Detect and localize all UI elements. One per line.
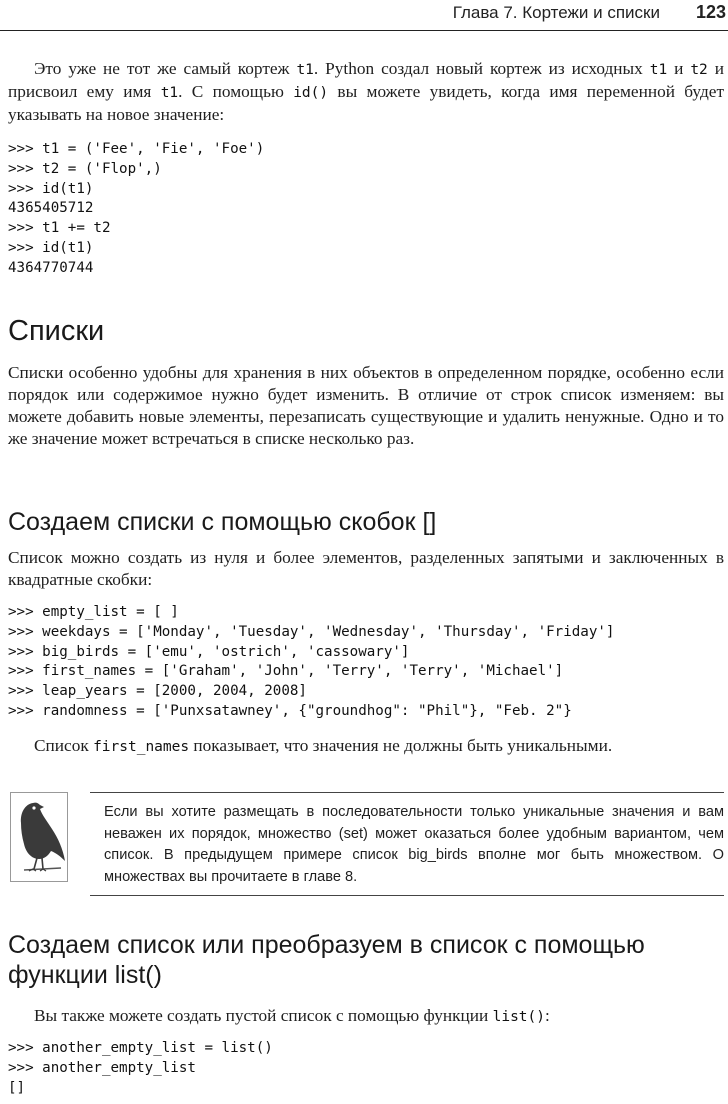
code-block bbox=[8, 603, 724, 722]
intro-paragraph-block bbox=[8, 58, 724, 126]
lists-paragraph-block bbox=[8, 362, 724, 450]
lists-paragraph: Списки особенно удобны для хранения в них объектов в определенном порядке, особенно если порядок или содержимое нужно будет изменить. В отличие от строк список изменяем: вы можете добавить новые элементы, перезаписать существующие и удалить ненужные. Одно и то же значение может встречаться в списке несколько раз. bbox=[8, 363, 724, 448]
listfunc-paragraph-block bbox=[8, 1005, 724, 1028]
code-line: >>> empty_list = [ ] bbox=[8, 604, 179, 620]
section-lists bbox=[8, 313, 724, 349]
inline-code: t1 bbox=[160, 85, 179, 101]
code-listing-list-function bbox=[8, 1039, 724, 1098]
section-list-function bbox=[8, 930, 724, 990]
listfunc-paragraph: Вы также можете создать пустой список с помощью функции list(): bbox=[34, 1006, 550, 1025]
page-number: 123 bbox=[695, 2, 726, 22]
brackets-paragraph-block bbox=[8, 547, 724, 591]
inline-code: id() bbox=[293, 85, 329, 101]
crow-icon bbox=[11, 793, 67, 881]
note-icon-frame bbox=[10, 792, 68, 882]
inline-code: t1 bbox=[649, 62, 668, 78]
brackets-paragraph: Список можно создать из нуля и более элементов, разделенных запятыми и заключенных в квадратные скобки: bbox=[8, 548, 724, 589]
inline-code: t1 bbox=[296, 62, 314, 78]
code-line: >>> id(t1) bbox=[8, 180, 94, 197]
code-line: >>> t2 = ('Flop',) bbox=[8, 160, 162, 177]
code-block bbox=[8, 1039, 724, 1098]
page-header bbox=[0, 0, 728, 31]
section-title: Списки bbox=[8, 315, 105, 347]
code-line: >>> randomness = ['Punxsatawney', {"groundhog": "Phil"}, "Feb. 2"} bbox=[8, 702, 572, 719]
subsection-title: Создаем списки с помощью скобок [] bbox=[8, 508, 437, 536]
code-block bbox=[8, 140, 724, 279]
code-line: >>> another_empty_list = list() bbox=[8, 1040, 273, 1056]
section-brackets bbox=[8, 507, 724, 537]
chapter-title: Глава 7. Кортежи и списки bbox=[452, 3, 660, 22]
code-line: >>> weekdays = ['Monday', 'Tuesday', 'Wednesday', 'Thursday', 'Friday'] bbox=[8, 623, 615, 640]
first-names-remark-block bbox=[8, 735, 724, 758]
code-listing-lists bbox=[8, 603, 724, 722]
intro-paragraph: Это уже не тот же самый кортеж t1. Python создал новый кортеж из исходных t1 и t2 и присвоил ему имя t1. С помощью id() вы можете увидеть, когда имя переменной будет указывать на новое значение: bbox=[8, 59, 724, 124]
code-line: 4364770744 bbox=[8, 259, 94, 276]
code-line: >>> first_names = ['Graham', 'John', 'Terry', 'Terry', 'Michael'] bbox=[8, 663, 564, 680]
inline-code: first_names bbox=[93, 739, 190, 755]
code-line: >>> leap_years = [2000, 2004, 2008] bbox=[8, 683, 307, 700]
code-line: >>> t1 = ('Fee', 'Fie', 'Foe') bbox=[8, 141, 265, 157]
inline-code: t2 bbox=[690, 62, 708, 78]
code-line: >>> id(t1) bbox=[8, 239, 94, 256]
inline-code: list() bbox=[492, 1009, 545, 1025]
code-line: [] bbox=[8, 1079, 26, 1096]
note-top-rule bbox=[90, 792, 724, 793]
subsection-title: Создаем список или преобразуем в список с помощью функции list() bbox=[8, 931, 645, 989]
code-line: >>> big_birds = ['emu', 'ostrich', 'cassowary'] bbox=[8, 643, 410, 660]
code-listing-tuple-id bbox=[8, 140, 724, 279]
note-bottom-rule bbox=[90, 895, 724, 896]
code-line: >>> another_empty_list bbox=[8, 1059, 196, 1076]
note-callout bbox=[10, 792, 724, 896]
code-line: 4365405712 bbox=[8, 200, 94, 217]
first-names-remark: Список first_names показывает, что значения не должны быть уникальными. bbox=[34, 736, 613, 755]
note-text: Если вы хотите размещать в последовательности только уникальные значения и вам неважен их порядок, множество (set) может оказаться более удобным вариантом, чем список. В предыдущем примере список big_birds вполне мог быть множеством. О множествах вы прочитаете в главе 8. bbox=[104, 804, 724, 885]
code-line: >>> t1 += t2 bbox=[8, 220, 111, 237]
